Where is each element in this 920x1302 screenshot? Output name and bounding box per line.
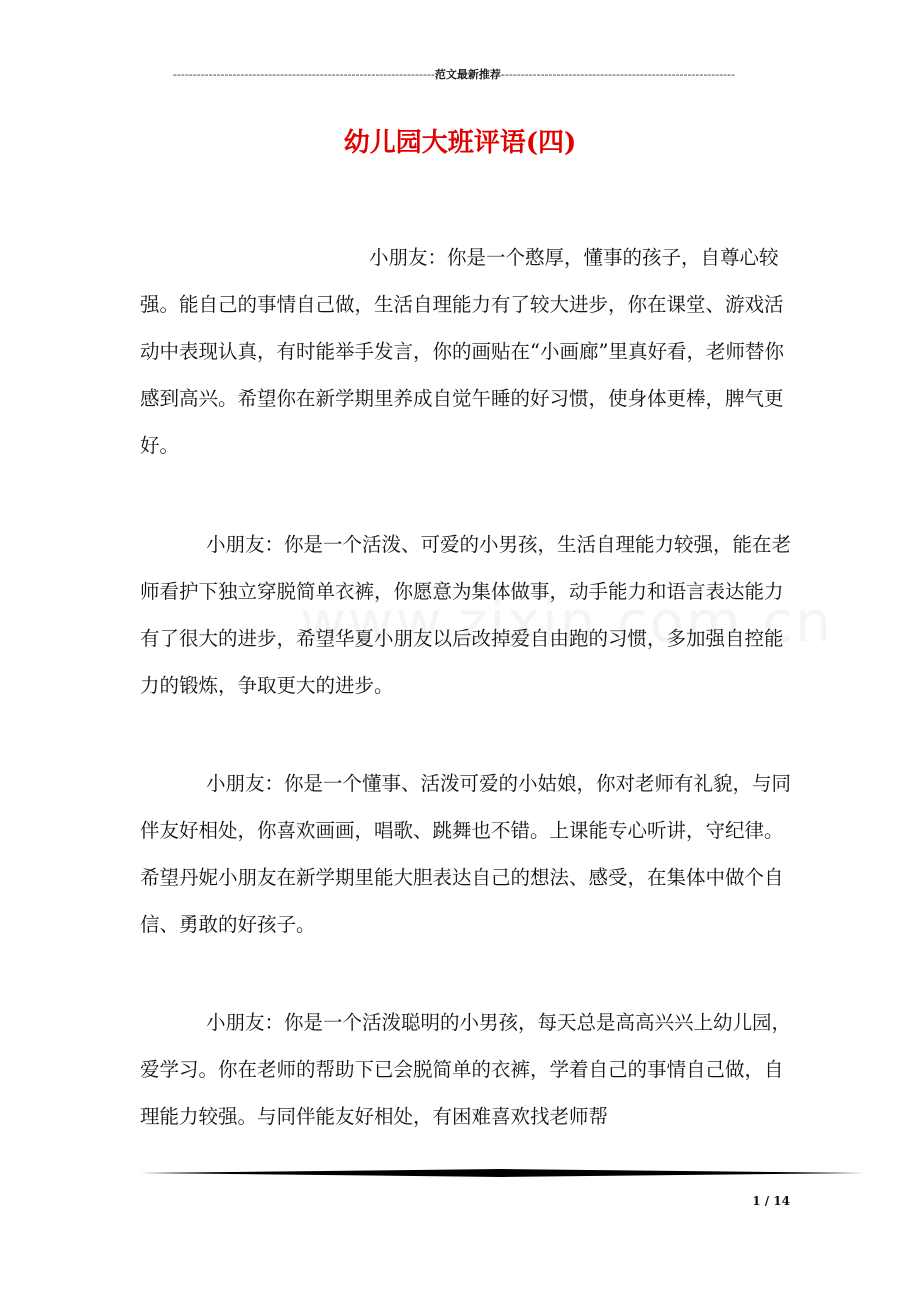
header-dashes-left: ------------------------------------------------------------------	[172, 68, 435, 81]
footer-rule	[140, 1168, 864, 1178]
header-dashes-right: -----------------------------------------------------------	[500, 68, 736, 81]
document-title: 幼儿园大班评语(四)	[343, 128, 577, 158]
header-label: 范文最新推荐	[434, 68, 501, 81]
paragraph-2: 小朋友：你是一个活泼、可爱的小男孩，生活自理能力较强，能在老师看护下独立穿脱简单衣裤，你愿意为集体做事，动手能力和语言表达能力有了很大的进步，希望华夏小朋友以后改掉爱自由跑的习惯，多加强自控能力的锻炼，争取更大的进步。	[140, 533, 792, 697]
page-number: 1 / 14	[752, 1194, 790, 1208]
paragraph-1: 小朋友：你是一个憨厚，懂事的孩子，自尊心较强。能自己的事情自己做，生活自理能力有了较大进步，你在课堂、游戏活动中表现认真，有时能举手发言，你的画贴在“小画廊”里真好看，老师替你感到高兴。希望你在新学期里养成自觉午睡的好习惯，使身体更棒，脾气更好。	[140, 246, 784, 457]
paragraph-4: 小朋友：你是一个活泼聪明的小男孩，每天总是高高兴兴上幼儿园，爱学习。你在老师的帮助下已会脱简单的衣裤，学着自己的事情自己做，自理能力较强。与同伴能友好相处，有困难喜欢找老师帮	[140, 1011, 792, 1128]
page-header	[140, 66, 768, 82]
paragraph-3: 小朋友：你是一个懂事、活泼可爱的小姑娘，你对老师有礼貌，与同伴友好相处，你喜欢画画，唱歌、跳舞也不错。上课能专心听讲，守纪律。希望丹妮小朋友在新学期里能大胆表达自己的想法、感受，在集体中做个自信、勇敢的好孩子。	[140, 772, 792, 936]
